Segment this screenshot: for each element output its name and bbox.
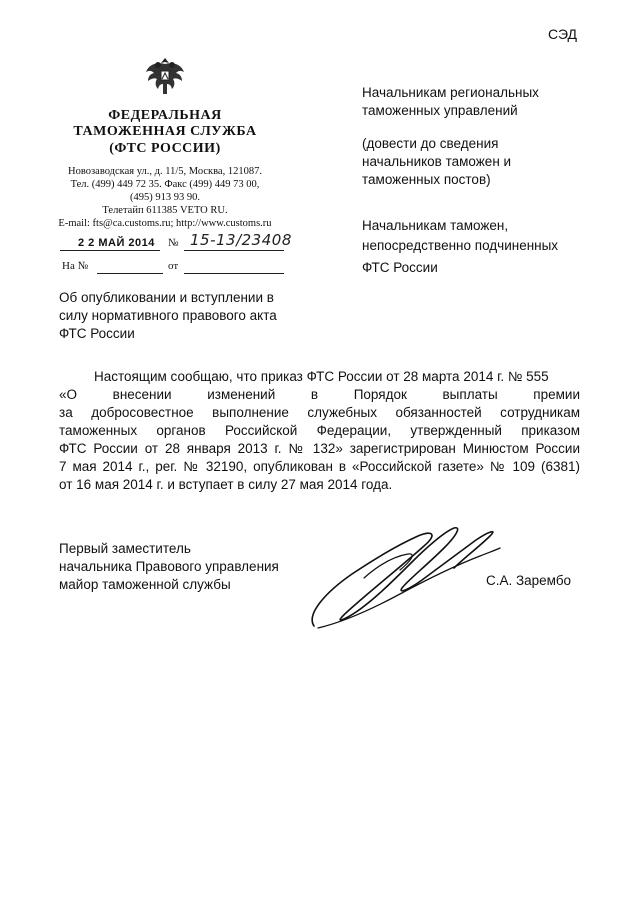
subject-line: ФТС России (59, 326, 135, 341)
org-name-line1: ФЕДЕРАЛЬНАЯ (108, 108, 222, 123)
body-line: 7 мая 2014 г., рег. № 32190, опубликован в «Российской газете» № 109 (6381) (59, 459, 580, 474)
org-name-line2: ТАМОЖЕННАЯ СЛУЖБА (73, 124, 257, 139)
address-line: Телетайп 611385 VETO RU. (102, 205, 228, 216)
address-line-email: E-mail: fts@ca.customs.ru; http://www.customs.ru (58, 218, 272, 229)
signer-position-line: начальника Правового управления (59, 559, 279, 574)
signer-position-line: Первый заместитель (59, 541, 191, 556)
org-name-line3: (ФТС РОССИИ) (109, 141, 221, 156)
body-line: ФТС России от 28 января 2013 г. № 132» зарегистрирован Минюстом России (59, 441, 580, 456)
recipient-note-line: таможенных постов) (362, 172, 491, 187)
from-label: от (168, 260, 179, 272)
body-line: от 16 мая 2014 г. и вступает в силу 27 мая 2014 года. (59, 477, 393, 492)
signer-name: С.А. Зарембо (486, 573, 572, 588)
recipient-line: Начальникам региональных (362, 85, 539, 100)
address-line: Тел. (499) 449 72 35. Факс (499) 449 73 00, (70, 179, 260, 190)
recipient-note-line: (довести до сведения (362, 136, 499, 151)
recipient-note-line: начальников таможен и (362, 154, 512, 169)
recipient-line: таможенных управлений (362, 103, 518, 118)
handwritten-signature (304, 518, 504, 634)
body-line: таможенных органов Российской Федерации, утвержденный приказом (59, 423, 580, 438)
signer-position-line: майор таможенной службы (59, 577, 231, 592)
from-underline (184, 273, 284, 274)
address-line: (495) 913 93 90. (130, 192, 200, 203)
body-line: за добросовестное выполнение служебных обязанностей сотрудникам (59, 405, 580, 420)
recipient-line: ФТС России (362, 260, 438, 275)
registration-number: 15-13/23408 (190, 231, 292, 249)
registration-date: 2 2 МАЙ 2014 (78, 237, 155, 249)
number-underline (184, 250, 284, 251)
ref-underline (97, 273, 163, 274)
russian-coat-of-arms-icon (142, 54, 188, 100)
subject-line: Об опубликовании и вступлении в (59, 290, 274, 305)
subject-line: силу нормативного правового акта (59, 308, 277, 323)
address-line: Новозаводская ул., д. 11/5, Москва, 121087. (68, 166, 262, 177)
recipient-line: непосредственно подчиненных (362, 238, 559, 253)
date-underline (60, 250, 160, 251)
sed-label: СЭД (548, 26, 578, 42)
number-label: № (168, 237, 179, 249)
body-line: Настоящим сообщаю, что приказ ФТС России от 28 марта 2014 г. № 555 (94, 369, 549, 384)
ref-label: На № (62, 260, 89, 272)
body-line: «О внесении изменений в Порядок выплаты премии (59, 387, 580, 402)
recipient-line: Начальникам таможен, (362, 218, 509, 233)
